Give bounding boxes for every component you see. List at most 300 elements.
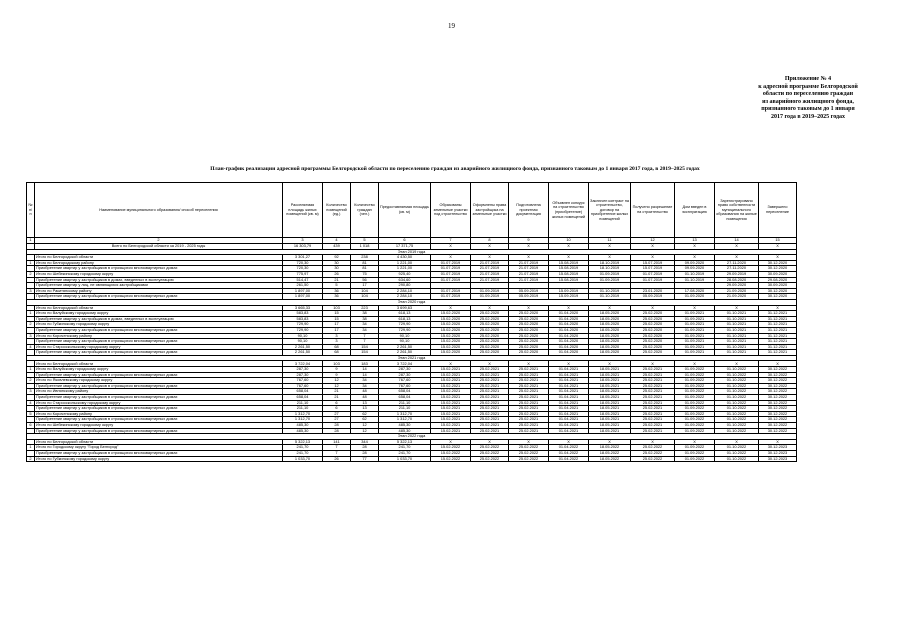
column-header: Расселяемая площадь жилых помещений (кв. м) bbox=[283, 183, 323, 238]
table-cell: 01.04.2020 bbox=[549, 311, 589, 317]
table-cell: X bbox=[549, 361, 589, 367]
table-cell: 48 bbox=[351, 395, 379, 401]
table-cell: 1 312,70 bbox=[283, 417, 323, 423]
table-cell: 3 bbox=[323, 339, 351, 345]
table-cell: 1 221,00 bbox=[379, 260, 431, 266]
table-cell: 25.02.2021 bbox=[471, 428, 509, 434]
table-cell: 15.02.2020 bbox=[431, 327, 471, 333]
period-label: Этап 2022 года bbox=[27, 434, 797, 440]
table-cell: 25.02.2021 bbox=[509, 372, 549, 378]
table-cell: 18.05.2020 bbox=[589, 339, 631, 345]
table-cell: 25.02.2020 bbox=[471, 350, 509, 356]
table-cell: 18.05.2020 bbox=[589, 316, 631, 322]
table-cell: 238 bbox=[351, 255, 379, 261]
table-cell: 62 bbox=[351, 411, 379, 417]
table-cell: 287,30 bbox=[283, 372, 323, 378]
table-cell: 25.02.2021 bbox=[509, 417, 549, 423]
table-cell: 21 bbox=[323, 389, 351, 395]
table-cell: 38 bbox=[351, 311, 379, 317]
table-cell: 15.02.2021 bbox=[431, 389, 471, 395]
table-cell: 21.09.2020 bbox=[715, 288, 759, 294]
table-cell: X bbox=[431, 361, 471, 367]
table-cell: 25.02.2022 bbox=[509, 445, 549, 451]
table-cell: 01.04.2021 bbox=[549, 367, 589, 373]
table-cell: 18.05.2021 bbox=[589, 423, 631, 429]
table-cell: 223 bbox=[351, 305, 379, 311]
table-cell: X bbox=[509, 305, 549, 311]
table-cell: 21.07.2019 bbox=[471, 277, 509, 283]
table-cell: X bbox=[589, 361, 631, 367]
table-cell: 01.10.2022 bbox=[715, 450, 759, 456]
appendix-caption: Приложение № 4 к адресной программе Белгородской области по переселению граждан из аварийного жилищного фонда, признанного таковым до 1 января 2017 года в 2019–2025 годах bbox=[758, 76, 858, 120]
table-cell: 01.04.2021 bbox=[549, 411, 589, 417]
table-cell: 583,83 bbox=[283, 311, 323, 317]
table-cell: 68 bbox=[323, 350, 351, 356]
table-cell: 01.09.2022 bbox=[675, 400, 715, 406]
table-cell: 01.04.2020 bbox=[549, 322, 589, 328]
table-cell: 15.02.2021 bbox=[431, 372, 471, 378]
column-header: Образованы земельные участки под строительство bbox=[431, 183, 471, 238]
table-cell: 31.12.2021 bbox=[759, 311, 797, 317]
table-cell: 01.09.2022 bbox=[675, 450, 715, 456]
table-cell: 01.09.2019 bbox=[589, 277, 631, 283]
table-cell: 01.10.2022 bbox=[715, 456, 759, 462]
table-cell: 01.04.2021 bbox=[549, 372, 589, 378]
table-cell: 01.09.2022 bbox=[675, 411, 715, 417]
table-cell: 15.08.2019 bbox=[549, 271, 589, 277]
table-cell: 18.05.2020 bbox=[589, 327, 631, 333]
table-cell: 767,60 bbox=[283, 383, 323, 389]
table-cell: 1 bbox=[27, 260, 35, 266]
table-cell: 01.04.2020 bbox=[549, 344, 589, 350]
table-cell: 26 bbox=[323, 456, 351, 462]
document-title: План-график реализации адресной программы Белгородской области по переселению граждан из аварийного жилищного фонда, признанного таковым до 1 января 2017 года, в 2019–2025 годах bbox=[210, 166, 700, 172]
table-cell: 18.05.2021 bbox=[589, 383, 631, 389]
table-cell: 18.05.2021 bbox=[589, 372, 631, 378]
table-cell: 01.07.2019 bbox=[431, 271, 471, 277]
table-cell: 30.12.2020 bbox=[759, 260, 797, 266]
table-cell: 729,90 bbox=[379, 322, 431, 328]
table-cell: 25.02.2020 bbox=[471, 322, 509, 328]
table-cell: 1 312,70 bbox=[379, 417, 431, 423]
table-cell: 6 bbox=[27, 423, 35, 429]
row-name-cell: Приобретение квартир у застройщиков в строящихся многоквартирных домах bbox=[35, 294, 283, 300]
table-cell: 30 bbox=[323, 260, 351, 266]
table-cell: 01.10.2021 bbox=[715, 311, 759, 317]
row-name-cell: Итого по Короченскому району bbox=[35, 411, 283, 417]
row-name-cell: Итого по Белгородской области bbox=[35, 361, 283, 367]
table-cell: 18.05.2022 bbox=[589, 456, 631, 462]
table-cell: 25.02.2022 bbox=[509, 456, 549, 462]
table-cell: 01.09.2021 bbox=[675, 316, 715, 322]
table-cell: 25.02.2020 bbox=[509, 322, 549, 328]
table-cell: 30.12.2020 bbox=[759, 266, 797, 272]
table-cell: 01.09.2019 bbox=[471, 294, 509, 300]
row-name-cell: Приобретение квартир у застройщиков в строящихся многоквартирных домах bbox=[35, 428, 283, 434]
table-cell: 90,10 bbox=[379, 339, 431, 345]
table-cell: 14 bbox=[351, 372, 379, 378]
table-cell: 15.08.2019 bbox=[549, 260, 589, 266]
table-cell: X bbox=[471, 439, 509, 445]
table-cell: 15.02.2020 bbox=[431, 350, 471, 356]
table-cell: 30.12.2022 bbox=[759, 372, 797, 378]
row-name-cell: Итого по Ивнянскому району bbox=[35, 389, 283, 395]
table-cell: 18.05.2020 bbox=[589, 350, 631, 356]
row-name-cell: Итого по Ракитянскому району bbox=[35, 288, 283, 294]
table-cell: 25.02.2021 bbox=[631, 423, 675, 429]
table-cell: 25.02.2021 bbox=[631, 367, 675, 373]
column-header: Оформлены права застройщика на земельные участки bbox=[471, 183, 509, 238]
table-cell: 15.02.2021 bbox=[431, 383, 471, 389]
table-cell: 01.10.2021 bbox=[715, 344, 759, 350]
table-cell: 25.02.2020 bbox=[631, 350, 675, 356]
row-name-cell: Итого по Старооскольскому городскому округу bbox=[35, 400, 283, 406]
column-number: 13 bbox=[675, 238, 715, 244]
table-cell: 30.12.2022 bbox=[759, 400, 797, 406]
table-cell: 01.10.2022 bbox=[715, 411, 759, 417]
table-cell: 12 bbox=[351, 428, 379, 434]
table-cell: 1 bbox=[27, 311, 35, 317]
table-cell: 25.02.2021 bbox=[471, 389, 509, 395]
table-cell: 01.09.2022 bbox=[675, 428, 715, 434]
table-cell: 27 bbox=[323, 417, 351, 423]
table-cell: X bbox=[675, 361, 715, 367]
table-cell: 287,30 bbox=[379, 372, 431, 378]
column-header: Предоставляемая площадь (кв. м) bbox=[379, 183, 431, 238]
row-name-cell: Приобретение квартир у застройщиков в строящихся многоквартирных домах bbox=[35, 339, 283, 345]
table-cell: 30.12.2022 bbox=[759, 378, 797, 384]
table-cell: 01.09.2021 bbox=[675, 333, 715, 339]
table-cell: 31.12.2021 bbox=[759, 322, 797, 328]
table-cell: 18.05.2021 bbox=[589, 400, 631, 406]
table-cell: 767,60 bbox=[283, 378, 323, 384]
table-cell: 15 bbox=[323, 316, 351, 322]
table-cell: 241,70 bbox=[283, 445, 323, 451]
table-cell: 25.02.2020 bbox=[631, 333, 675, 339]
column-number: 11 bbox=[589, 238, 631, 244]
table-cell: 4 bbox=[27, 400, 35, 406]
table-cell: 56 bbox=[351, 277, 379, 283]
table-cell: 18.05.2020 bbox=[589, 322, 631, 328]
table-cell: 28 bbox=[323, 428, 351, 434]
table-cell: 12 bbox=[351, 423, 379, 429]
table-cell: 1 897,00 bbox=[283, 294, 323, 300]
row-name-cell: Итого по Валуйскому городскому округу bbox=[35, 367, 283, 373]
table-cell: 01.07.2019 bbox=[431, 277, 471, 283]
table-cell: 287,30 bbox=[379, 367, 431, 373]
table-cell: 21.07.2019 bbox=[509, 271, 549, 277]
table-cell: 25.02.2020 bbox=[631, 322, 675, 328]
table-cell: 28.08.2020 bbox=[715, 277, 759, 283]
table-cell: 15.02.2020 bbox=[431, 339, 471, 345]
table-cell: 17.08.2020 bbox=[675, 288, 715, 294]
table-cell: 15.02.2021 bbox=[431, 367, 471, 373]
table-cell: 01.04.2020 bbox=[549, 333, 589, 339]
row-name-cell: Итого по Белгородской области bbox=[35, 439, 283, 445]
table-cell: 90,10 bbox=[379, 333, 431, 339]
table-cell: 4 430,50 bbox=[379, 255, 431, 261]
table-cell: 15.02.2021 bbox=[431, 406, 471, 412]
table-cell: 1 018 bbox=[351, 244, 379, 250]
column-header: Количество помещений (ед.) bbox=[323, 183, 351, 238]
table-cell: 12 bbox=[323, 378, 351, 384]
table-cell: X bbox=[471, 255, 509, 261]
table-cell: 31.12.2021 bbox=[759, 350, 797, 356]
table-cell: X bbox=[631, 361, 675, 367]
table-cell: 485,30 bbox=[283, 428, 323, 434]
column-number: 9 bbox=[509, 238, 549, 244]
table-cell: 30.12.2022 bbox=[759, 367, 797, 373]
column-header: Зарегистрировано право собственности муниципального образования на жилые помещения bbox=[715, 183, 759, 238]
table-cell: 17 bbox=[323, 322, 351, 328]
table-cell: 25.02.2021 bbox=[631, 389, 675, 395]
table-cell: 25.02.2021 bbox=[631, 411, 675, 417]
column-number: 12 bbox=[631, 238, 675, 244]
table-cell: 141 bbox=[323, 439, 351, 445]
table-cell: 2 261,50 bbox=[283, 344, 323, 350]
table-cell: X bbox=[431, 255, 471, 261]
period-label: Этап 2020 года bbox=[27, 299, 797, 305]
table-cell: X bbox=[715, 361, 759, 367]
table-cell: 25.02.2021 bbox=[471, 383, 509, 389]
table-cell: 15.02.2022 bbox=[431, 445, 471, 451]
row-name-cell: Итого по Губкинскому городскому округу bbox=[35, 322, 283, 328]
column-number: 1 bbox=[27, 238, 35, 244]
table-cell: 2 bbox=[27, 271, 35, 277]
table-row bbox=[27, 456, 797, 462]
page-number: 19 bbox=[448, 22, 455, 30]
table-cell: 241,70 bbox=[379, 450, 431, 456]
table-cell: 30.12.2022 bbox=[759, 428, 797, 434]
table-cell: 21.07.2019 bbox=[509, 266, 549, 272]
table-cell: 18.10.2019 bbox=[589, 266, 631, 272]
table-cell: 23.01.2020 bbox=[631, 288, 675, 294]
table-cell: 34 bbox=[351, 378, 379, 384]
table-cell: 25.02.2020 bbox=[509, 344, 549, 350]
column-header: Заключен контракт на строительство, договор на приобретение жилых помещений bbox=[589, 183, 631, 238]
table-cell: 01.10.2022 bbox=[715, 383, 759, 389]
table-cell: 30.12.2020 bbox=[759, 288, 797, 294]
table-cell: 25.02.2021 bbox=[509, 389, 549, 395]
table-cell: 25.02.2021 bbox=[471, 423, 509, 429]
row-name-cell: Всего по Белгородской области за 2019 - 2025 годы bbox=[35, 244, 283, 250]
table-cell: 28 bbox=[351, 450, 379, 456]
table-cell: 30.12.2022 bbox=[759, 389, 797, 395]
table-cell: 01.09.2022 bbox=[675, 367, 715, 373]
table-cell: 01.10.2019 bbox=[589, 288, 631, 294]
table-cell: 25.02.2021 bbox=[471, 406, 509, 412]
table-cell: 25.02.2020 bbox=[631, 316, 675, 322]
table-cell: 21 bbox=[323, 395, 351, 401]
table-cell: 211,10 bbox=[283, 400, 323, 406]
table-cell: X bbox=[549, 439, 589, 445]
table-cell: 25.02.2020 bbox=[471, 339, 509, 345]
table-cell: X bbox=[549, 305, 589, 311]
table-cell: 1 033,70 bbox=[379, 456, 431, 462]
table-cell: 01.07.2019 bbox=[631, 271, 675, 277]
table-cell: X bbox=[715, 255, 759, 261]
table-cell: 30 bbox=[323, 266, 351, 272]
table-cell: 5 bbox=[27, 411, 35, 417]
table-cell: 4 bbox=[27, 344, 35, 350]
table-cell: 634,60 bbox=[379, 277, 431, 283]
table-cell: 25.02.2020 bbox=[509, 350, 549, 356]
table-cell: 720,30 bbox=[283, 260, 323, 266]
table-cell: 25.02.2020 bbox=[471, 311, 509, 317]
table-cell: 01.10.2022 bbox=[715, 423, 759, 429]
table-cell: 13 bbox=[351, 406, 379, 412]
table-cell: 01.07.2019 bbox=[431, 294, 471, 300]
column-header: Получено разрешение на строительство bbox=[631, 183, 675, 238]
column-number: 15 bbox=[759, 238, 797, 244]
table-cell: 15.02.2021 bbox=[431, 400, 471, 406]
table-cell: 3 722,04 bbox=[379, 361, 431, 367]
table-cell: 01.04.2022 bbox=[549, 450, 589, 456]
table-cell: 01.04.2021 bbox=[549, 423, 589, 429]
table-cell: 104 bbox=[351, 288, 379, 294]
table-cell: 658,04 bbox=[379, 389, 431, 395]
table-cell: 09.09.2020 bbox=[675, 266, 715, 272]
table-cell: X bbox=[675, 305, 715, 311]
table-cell: 1 897,00 bbox=[283, 288, 323, 294]
table-cell: 211,10 bbox=[379, 406, 431, 412]
table-cell: 25.02.2021 bbox=[509, 378, 549, 384]
table-cell: X bbox=[759, 305, 797, 311]
table-cell: 287,30 bbox=[283, 367, 323, 373]
table-cell: 183 bbox=[351, 361, 379, 367]
table-cell: 6 bbox=[323, 400, 351, 406]
table-cell: 25.02.2022 bbox=[509, 450, 549, 456]
row-name-cell: Приобретение квартир у застройщиков в строящихся многоквартирных домах bbox=[35, 327, 283, 333]
table-cell: 36 bbox=[323, 288, 351, 294]
table-cell: 485,30 bbox=[379, 428, 431, 434]
table-cell: 01.04.2021 bbox=[549, 378, 589, 384]
table-cell: 01.10.2021 bbox=[715, 316, 759, 322]
table-cell: 15.09.2019 bbox=[549, 288, 589, 294]
table-cell: 75 bbox=[351, 271, 379, 277]
table-cell: X bbox=[509, 255, 549, 261]
row-name-cell: Итого по Городскому округу "Город Белгород" bbox=[35, 445, 283, 451]
table-cell: 25.02.2022 bbox=[631, 445, 675, 451]
table-cell: 01.09.2021 bbox=[675, 327, 715, 333]
table-cell: 15.02.2022 bbox=[431, 450, 471, 456]
column-number: 6 bbox=[379, 238, 431, 244]
table-cell: 729,90 bbox=[379, 327, 431, 333]
table-cell: 25.02.2020 bbox=[509, 327, 549, 333]
table-cell: 01.04.2021 bbox=[549, 383, 589, 389]
table-cell: 2 bbox=[27, 378, 35, 384]
table-cell: 01.09.2021 bbox=[675, 322, 715, 328]
table-cell: 05.09.2019 bbox=[509, 288, 549, 294]
table-cell: 90,10 bbox=[283, 339, 323, 345]
table-cell: 01.10.2022 bbox=[715, 367, 759, 373]
table-cell: X bbox=[431, 439, 471, 445]
table-cell: X bbox=[589, 244, 631, 250]
table-cell: 25.02.2021 bbox=[509, 428, 549, 434]
table-cell: 01.10.2021 bbox=[715, 339, 759, 345]
table-cell: 18.05.2021 bbox=[589, 428, 631, 434]
table-cell: 154 bbox=[351, 350, 379, 356]
table-cell: 241,70 bbox=[379, 445, 431, 451]
table-cell: 01.07.2019 bbox=[431, 288, 471, 294]
table-cell: 01.10.2019 bbox=[589, 294, 631, 300]
table-cell: 14 bbox=[351, 367, 379, 373]
table-cell: 48 bbox=[351, 389, 379, 395]
table-cell: 15.02.2021 bbox=[431, 417, 471, 423]
table-cell: 62 bbox=[351, 417, 379, 423]
table-cell: X bbox=[431, 305, 471, 311]
table-cell: 01.09.2021 bbox=[675, 350, 715, 356]
row-name-cell: Приобретение квартир у застройщиков в строящихся многоквартирных домах bbox=[35, 406, 283, 412]
table-cell: 01.09.2021 bbox=[675, 311, 715, 317]
table-cell: 25.02.2021 bbox=[631, 417, 675, 423]
table-cell: 211,10 bbox=[283, 406, 323, 412]
table-cell: 3 722,04 bbox=[283, 361, 323, 367]
table-cell: 18.05.2020 bbox=[589, 344, 631, 350]
table-cell: 25.02.2021 bbox=[631, 372, 675, 378]
table-cell: 618,13 bbox=[379, 316, 431, 322]
table-cell: 01.09.2022 bbox=[675, 378, 715, 384]
table-cell: 241,70 bbox=[283, 450, 323, 456]
table-cell: 17 371,75 bbox=[379, 244, 431, 250]
table-cell: 38 bbox=[351, 316, 379, 322]
table-cell: 5 322,13 bbox=[379, 439, 431, 445]
table-cell: X bbox=[509, 361, 549, 367]
column-number: 10 bbox=[549, 238, 589, 244]
table-cell: 25.02.2021 bbox=[509, 411, 549, 417]
column-header: Подготовлена проектная документация bbox=[509, 183, 549, 238]
table-cell: 658,04 bbox=[283, 395, 323, 401]
table-cell: 25.02.2022 bbox=[471, 450, 509, 456]
table-cell: 18.05.2021 bbox=[589, 378, 631, 384]
column-header: Количество граждан (чел.) bbox=[351, 183, 379, 238]
table-cell: 18.05.2020 bbox=[589, 311, 631, 317]
table-cell: 27.11.2020 bbox=[715, 260, 759, 266]
table-cell: 25.02.2022 bbox=[471, 456, 509, 462]
table-cell: 30.12.2022 bbox=[759, 406, 797, 412]
table-cell: 01.10.2022 bbox=[715, 395, 759, 401]
table-cell: 25.02.2020 bbox=[509, 333, 549, 339]
table-cell: 36 bbox=[323, 294, 351, 300]
table-cell: 18.05.2021 bbox=[589, 411, 631, 417]
table-cell: 25.02.2021 bbox=[509, 400, 549, 406]
table-cell: 34 bbox=[351, 327, 379, 333]
table-cell: 01.09.2021 bbox=[675, 344, 715, 350]
table-cell: 31.12.2021 bbox=[759, 316, 797, 322]
table-cell: 01.04.2021 bbox=[549, 389, 589, 395]
column-number: 8 bbox=[471, 238, 509, 244]
table-cell: 25.02.2020 bbox=[471, 327, 509, 333]
schedule-table bbox=[26, 182, 797, 462]
table-cell: 15.02.2021 bbox=[431, 428, 471, 434]
table-cell: 7 bbox=[323, 445, 351, 451]
table-cell: X bbox=[675, 244, 715, 250]
period-label: Этап 2021 года bbox=[27, 355, 797, 361]
row-name-cell: Приобретение квартир у застройщиков в строящихся многоквартирных домах bbox=[35, 350, 283, 356]
table-cell: 775,97 bbox=[283, 271, 323, 277]
table-cell: 01.07.2019 bbox=[631, 277, 675, 283]
table-cell: 68 bbox=[323, 344, 351, 350]
table-cell: 01.04.2021 bbox=[549, 428, 589, 434]
table-cell: 2 bbox=[27, 322, 35, 328]
table-cell: 01.04.2021 bbox=[549, 417, 589, 423]
row-name-cell: Итого по Яковлевскому городскому округу bbox=[35, 378, 283, 384]
table-cell: X bbox=[431, 244, 471, 250]
table-cell: 1 312,70 bbox=[379, 411, 431, 417]
table-cell: 25.02.2020 bbox=[631, 344, 675, 350]
table-cell: 25.02.2020 bbox=[471, 333, 509, 339]
table-cell: 2 284,10 bbox=[379, 288, 431, 294]
